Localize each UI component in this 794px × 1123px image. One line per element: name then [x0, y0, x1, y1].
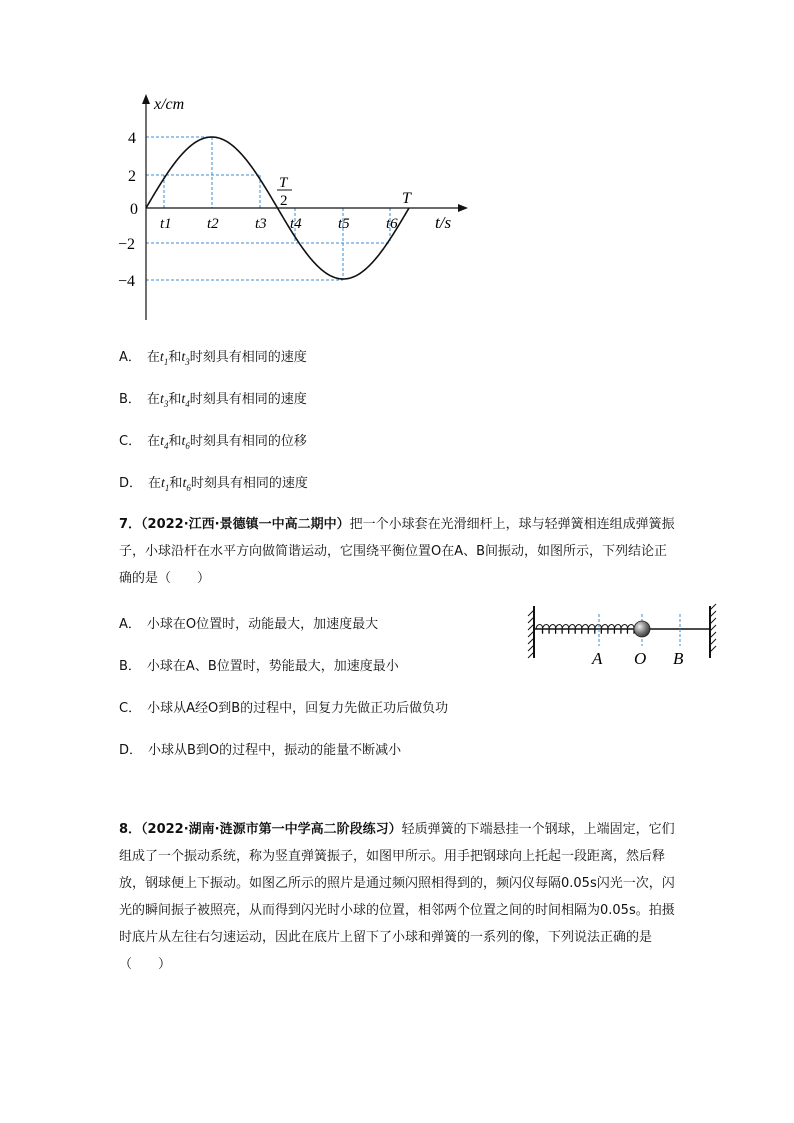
- option-text: 时刻具有相同的位移: [189, 434, 307, 449]
- q8-source: （2022·湖南·涟源市第一中学高二阶段练习）: [141, 822, 402, 837]
- time-symbol: $t_1$: [159, 350, 169, 367]
- option-text: 时刻具有相同的速度: [190, 476, 308, 491]
- q7-option-a: [119, 613, 378, 632]
- option-text: 在: [146, 392, 160, 407]
- y-tick-4: 4: [128, 130, 136, 147]
- time-symbol: $t_1$: [161, 476, 170, 493]
- option-text: 和: [168, 434, 182, 449]
- y-tick-neg4: −4: [118, 273, 136, 290]
- q7-option-d: [119, 739, 401, 758]
- q7-option-b: [119, 655, 399, 674]
- time-mark-t4: t4: [290, 216, 302, 232]
- displacement-time-graph: [110, 88, 480, 328]
- y-axis-arrow: [142, 94, 150, 104]
- option-text: 和: [169, 476, 183, 491]
- time-mark-t6: t6: [386, 216, 398, 232]
- half-period-numerator: T: [279, 175, 288, 191]
- time-mark-t5: t5: [338, 216, 350, 232]
- q6-option-b: [119, 388, 307, 409]
- x-axis-arrow: [458, 204, 468, 212]
- option-text: 和: [168, 350, 182, 365]
- option-text: 时刻具有相同的速度: [189, 350, 307, 365]
- spring-oscillator-figure: [522, 600, 722, 670]
- option-text: 时刻具有相同的速度: [189, 392, 307, 407]
- y-tick-2: 2: [128, 168, 136, 185]
- option-text: 和: [168, 392, 182, 407]
- period-label: T: [402, 190, 411, 207]
- y-axis-label: x/cm: [154, 96, 185, 113]
- time-symbol: $t_3$: [181, 350, 190, 367]
- q8-stem: 轻质弹簧的下端悬挂一个钢球，上端固定，它们组成了一个振动系统，称为竖直弹簧振子，如图甲所示。用手把钢球向上托起一段距离，然后释放，钢球便上下振动。如图乙所示的照片是通过频闪照相得到的，频闪仪每隔0.05s闪光一次，闪光的瞬间振子被照亮，从而得到闪光时小球的位置，相邻两个位置之间的时间相隔为0.05s。拍摄时底片从左往右匀速运动，因此在底片上留下了小球和弹簧的一系列的像，下列说法正确的是（ ）: [119, 822, 675, 972]
- q7-question: [119, 511, 679, 592]
- label-b: B: [673, 649, 684, 668]
- option-label: C．: [119, 701, 142, 716]
- option-text: 在: [146, 350, 160, 365]
- q7-number: 7．: [119, 517, 142, 532]
- option-label: B．: [119, 392, 141, 407]
- q6-option-a: [119, 346, 307, 367]
- q6-option-c: [119, 430, 307, 451]
- time-symbol: $t_6$: [181, 434, 190, 451]
- q8-question: [119, 816, 679, 978]
- ball: [634, 621, 650, 637]
- time-symbol: $t_4$: [181, 392, 190, 409]
- time-mark-t2: t2: [207, 216, 219, 232]
- option-label: A．: [119, 617, 141, 632]
- option-text: 小球从A经O到B的过程中，回复力先做正功后做负功: [147, 701, 449, 716]
- y-tick-neg2: −2: [118, 236, 136, 253]
- q7-stem: 把一个小球套在光滑细杆上，球与轻弹簧相连组成弹簧振子，小球沿杆在水平方向做简谐运动，它围绕平衡位置O在A、B间振动，如图所示，下列结论正确的是（ ）: [119, 517, 675, 586]
- time-symbol: $t_6$: [182, 476, 191, 493]
- option-label: B．: [119, 659, 141, 674]
- time-mark-t3: t3: [255, 216, 267, 232]
- x-axis-label: t/s: [435, 213, 452, 232]
- label-a: A: [592, 649, 603, 668]
- option-text: 在: [148, 476, 162, 491]
- time-symbol: $t_3$: [159, 392, 169, 409]
- option-label: D．: [119, 743, 143, 758]
- option-label: D．: [119, 476, 143, 491]
- option-label: A．: [119, 350, 141, 365]
- option-text: 小球在A、B位置时，势能最大，加速度最小: [146, 659, 399, 674]
- option-text: 小球在O位置时，动能最大，加速度最大: [146, 617, 379, 632]
- option-label: C．: [119, 434, 142, 449]
- option-text: 小球从B到O的过程中，振动的能量不断减小: [148, 743, 402, 758]
- q8-number: 8．: [119, 822, 142, 837]
- option-text: 在: [147, 434, 161, 449]
- half-period-denominator: 2: [280, 193, 288, 209]
- q7-source: （2022·江西·景德镇一中高二期中）: [141, 517, 350, 532]
- time-symbol: $t_4$: [160, 434, 169, 451]
- label-o: O: [634, 649, 647, 668]
- y-tick-0: 0: [130, 201, 138, 218]
- q7-option-c: [119, 697, 448, 716]
- q6-option-d: [119, 472, 308, 493]
- time-mark-t1: t1: [160, 216, 172, 232]
